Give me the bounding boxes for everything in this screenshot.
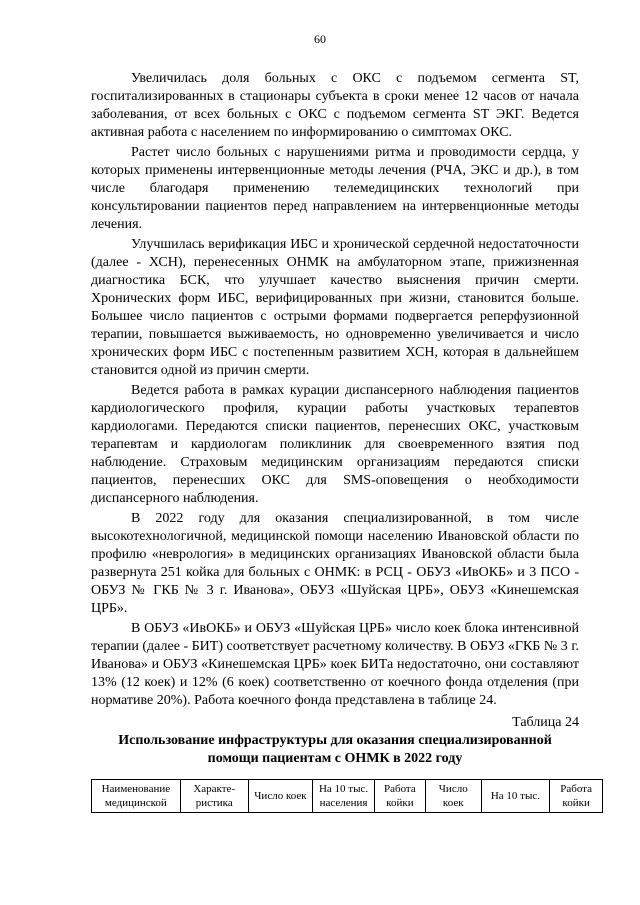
table-title — [91, 732, 579, 768]
header-per-10k: На 10 тыс. населения — [313, 780, 375, 813]
paragraph-oks: Увеличилась доля больных с ОКС с подъемом сегмента ST, госпитализированных в стационары субъекта в сроки менее 12 часов от начала заболевания, от всех больных с ОКС с подъемом сегмента ST ЭКГ. Ведется активная работа с населением по информированию о симптомах ОКС. — [91, 71, 579, 140]
infrastructure-table — [91, 779, 603, 813]
header-per-10k-2: На 10 тыс. — [481, 780, 550, 813]
paragraph-arrhythmia: Растет число больных с нарушениями ритма и проводимости сердца, у которых применены интервенционные методы лечения (РЧА, ЭКС и др.), в том числе благодаря применению телемедицинских технологий при консультировании пациентов перед направлением на интервенционные методы лечения. — [91, 145, 579, 232]
table-header-row — [92, 780, 603, 813]
header-bed-count-2: Число коек — [425, 780, 481, 813]
header-bed-work-2: Работа койки — [550, 780, 603, 813]
paragraph-dispensary: Ведется работа в рамках курации диспансерного наблюдения пациентов кардиологического профиля, курации работы участковых терапевтов кардиологами. Передаются списки пациентов, перенесших ОКС, участковым терапевтам и кардиологам поликлиник для своевременного взятия под наблюдение. Страховым медицинским организациям передаются списки пациентов, перенесших ОКС для SMS-оповещения о необходимости диспансерного наблюдения. — [91, 383, 579, 506]
header-bed-work: Работа койки — [374, 780, 425, 813]
page-content — [91, 70, 579, 772]
page-number: 60 — [314, 32, 326, 46]
paragraph-icu-beds: В ОБУЗ «ИвОКБ» и ОБУЗ «Шуйская ЦРБ» число коек блока интенсивной терапии (далее - БИТ) соответствует расчетному количеству. В ОБУЗ «ГКБ № 3 г. Иванова» и ОБУЗ «Кинешемская ЦРБ» коек БИТа недостаточно, они составляют 13% (12 коек) и 12% (6 коек) соответственно от коечного фонда отделения (при нормативе 20%). Работа коечного фонда представлена в таблице 24. — [91, 621, 579, 708]
paragraph-verification: Улучшилась верификация ИБС и хронической сердечной недостаточности (далее - ХСН), перенесенных ОНМК на амбулаторном этапе, прижизненная диагностика БСК, что улучшает качество выяснения причин смерти. Хронических форм ИБС, верифицированных при жизни, становится больше. Большее число пациентов с острыми формами подвергается реперфузионной терапии, повышается выживаемость, но одновременно увеличивается и число хронических форм ИБС с постепенным развитием ХСН, которая в дальнейшем становится одной из причин смерти. — [91, 237, 579, 378]
table-title-line-1: Использование инфраструктуры для оказания специализированной — [118, 733, 552, 748]
paragraph-beds-2022: В 2022 году для оказания специализированной, в том числе высокотехнологичной, медицинской помощи населению Ивановской области по профилю «неврология» в медицинских организациях Ивановской области была развернута 251 койка для больных с ОНМК: в РСЦ - ОБУЗ «ИвОКБ» и 3 ПСО - ОБУЗ № ГКБ № 3 г. Иванова», ОБУЗ «Шуйская ЦРБ», ОБУЗ «Кинешемская ЦРБ». — [91, 511, 579, 616]
header-characteristic: Характе-ристика — [180, 780, 248, 813]
table-title-line-2: помощи пациентам с ОНМК в 2022 году — [207, 751, 463, 766]
header-bed-count: Число коек — [248, 780, 313, 813]
table-caption: Таблица 24 — [512, 715, 579, 730]
header-institution: Наименование медицинской — [92, 780, 181, 813]
